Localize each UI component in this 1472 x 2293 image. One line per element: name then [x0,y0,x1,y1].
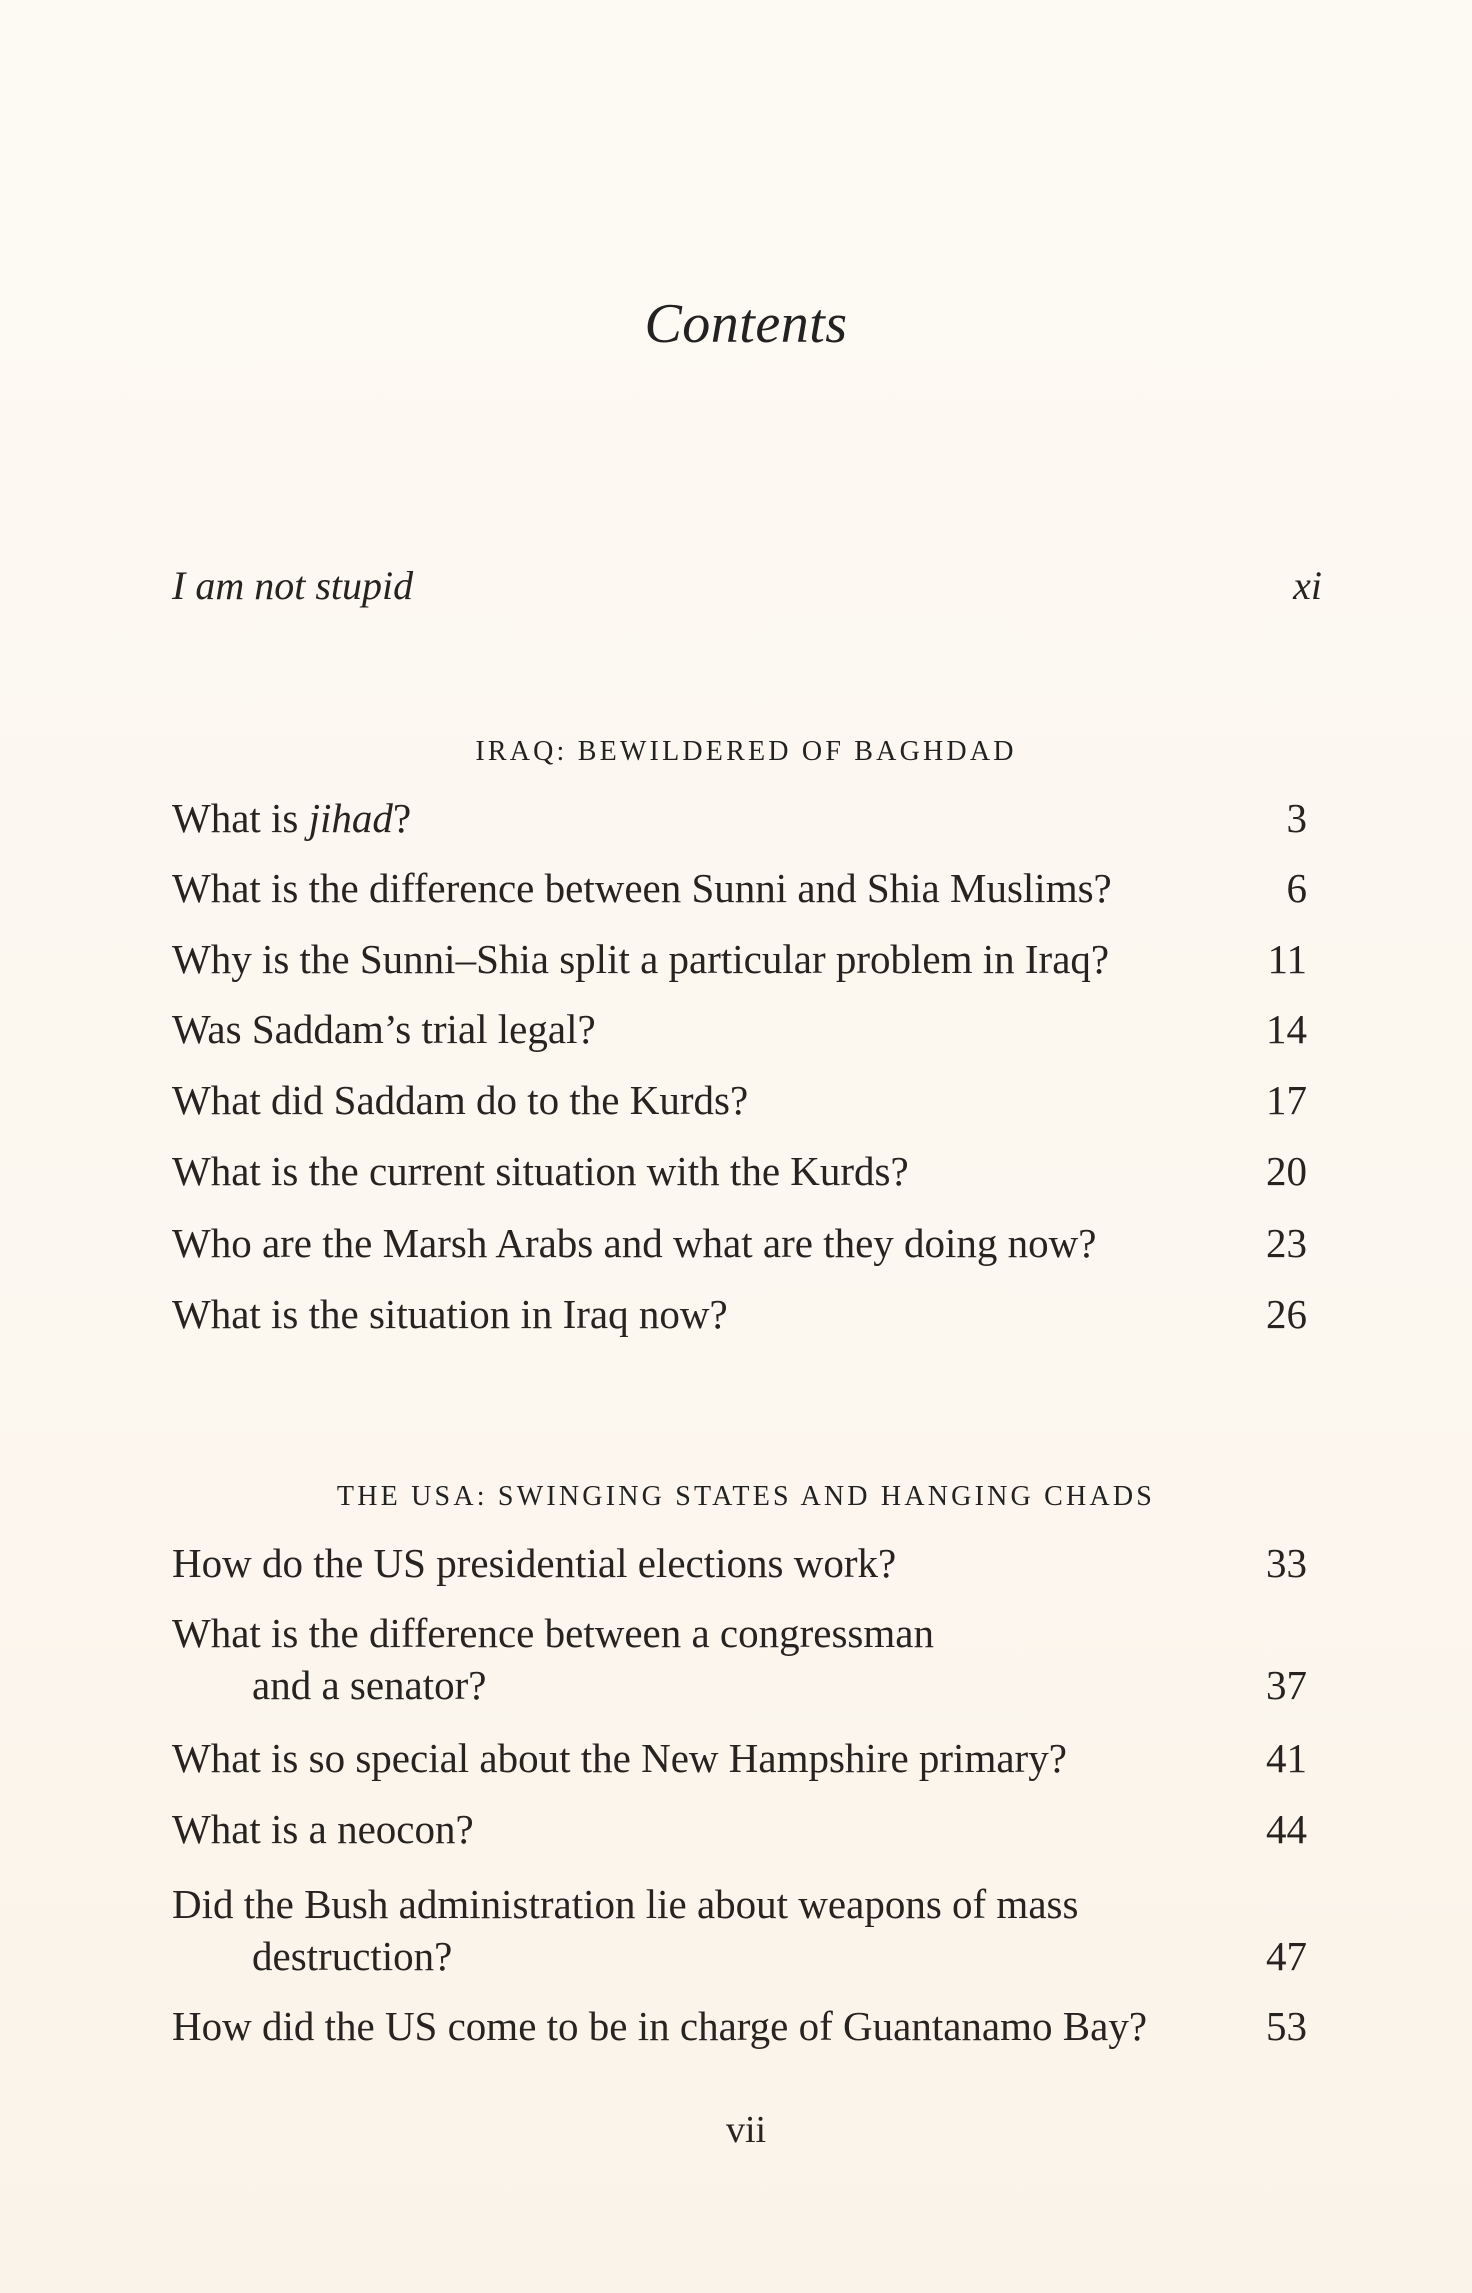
toc-entry-intro [172,562,1322,609]
toc-entry-title: Who are the Marsh Arabs and what are they doing now? [172,1220,1097,1266]
toc-entry-title-continuation: and a senator? [252,1662,487,1708]
toc-entry-page: 20 [1266,1148,1307,1194]
toc-entry-page: xi [1293,563,1322,608]
toc-entry-title: What is the current situation with the Kurds? [172,1148,909,1194]
emphasis-jihad: jihad [308,795,393,841]
toc-entry-title: What is the situation in Iraq now? [172,1291,728,1337]
toc-entry [172,1217,1307,1269]
section-heading-usa: THE USA: SWINGING STATES AND HANGING CHADS [336,1481,1156,1512]
toc-entry [172,1145,1307,1197]
toc-entry [172,1878,1307,1982]
toc-entry-title: What is so special about the New Hampshire primary? [172,1735,1067,1781]
toc-entry-title-continuation: destruction? [252,1933,453,1979]
toc-entry-title: I am not stupid [172,563,414,608]
toc-entry-page: 53 [1266,2003,1307,2049]
toc-entry-page: 17 [1266,1077,1307,1123]
toc-entry [172,792,1307,844]
toc-entry [172,862,1307,914]
page-number: vii [725,2109,767,2151]
toc-entry-page: 41 [1266,1735,1307,1781]
toc-entry [172,1074,1307,1126]
toc-entry-title: Did the Bush administration lie about weapons of mass destruction? [172,1878,1237,1982]
toc-entry-title: Was Saddam’s trial legal? [172,1006,596,1052]
toc-entry [172,1732,1307,1784]
toc-entry-title: What is the difference between a congressman and a senator? [172,1607,1237,1711]
toc-entry-title: What is a neocon? [172,1806,474,1852]
toc-entry-title: What did Saddam do to the Kurds? [172,1077,749,1123]
toc-entry-title: What is jihad? [172,795,412,841]
toc-entry [172,1607,1307,1711]
toc-entry-page: 44 [1266,1806,1307,1852]
toc-entry-page: 6 [1286,865,1307,911]
toc-entry-title: What is the difference between Sunni and Shia Muslims? [172,865,1112,911]
toc-entry-page: 33 [1266,1540,1307,1586]
toc-entry-title: How did the US come to be in charge of Guantanamo Bay? [172,2003,1148,2049]
toc-entry-page: 3 [1286,795,1307,841]
toc-entry [172,1288,1307,1340]
toc-entry-title: Why is the Sunni–Shia split a particular problem in Iraq? [172,936,1110,982]
toc-entry-page: 14 [1266,1006,1307,1052]
toc-entry-page: 37 [1266,1662,1307,1708]
section-heading-iraq: IRAQ: BEWILDERED OF BAGHDAD [475,736,1017,767]
toc-entry-page: 23 [1266,1220,1307,1266]
toc-entry [172,1537,1307,1589]
toc-entry-page: 26 [1266,1291,1307,1337]
toc-entry-page: 11 [1267,936,1307,982]
page-title: Contents [644,293,848,355]
toc-entry [172,1003,1307,1055]
toc-entry-title: How do the US presidential elections work? [172,1540,897,1586]
toc-entry-page: 47 [1266,1933,1307,1979]
toc-entry [172,2000,1307,2052]
toc-entry [172,933,1307,985]
toc-entry [172,1803,1307,1855]
